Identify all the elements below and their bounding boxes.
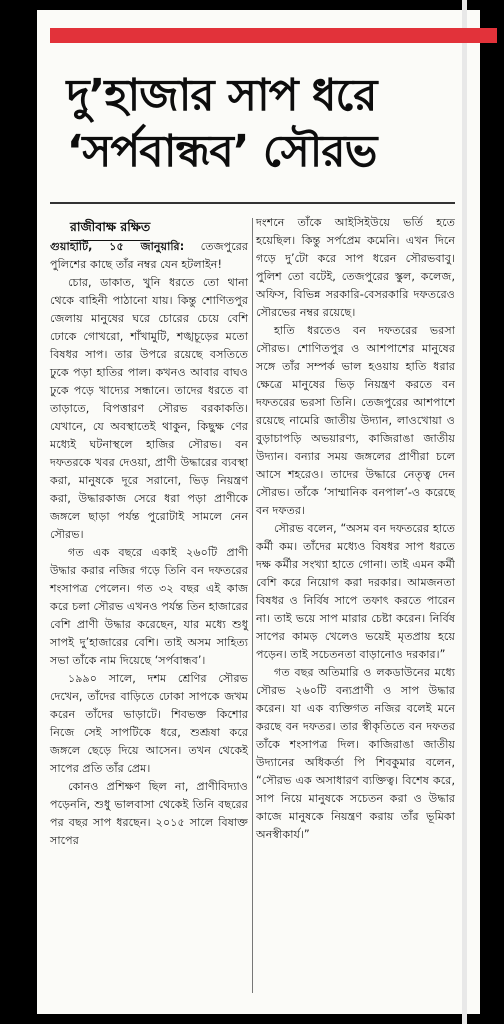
paragraph-text: তেজপুরের পুলিশের কাছে তাঁর নম্বর যেন হটলাইন! — [50, 240, 248, 271]
dateline: গুয়াহাটি, ১৫ জানুয়ারি: — [50, 240, 185, 253]
right-column — [256, 214, 455, 844]
headline-rule — [50, 202, 455, 204]
paragraph — [50, 238, 248, 274]
paragraph: চোর, ডাকাত, খুনি ধরতে তো থানা থেকে বাহিনী পাঠানো যায়। কিন্তু শোণিতপুর জেলায় মানুষের ঘরে চোরের চেয়ে বেশি ঢোকে গোখরো, শাঁখামুটি, শঙ্খচূড়ের মতো বিষধর সাপ। তার উপরে রয়েছে বসতিতে ঢুকে পড়া হাতির পাল। কখনও আবার বাঘও ঢুকে পড়ে খাদ্যের সন্ধানে। তাদের ধরতে বা তাড়াতে, বিপত্তারণ সৌরভ বরকাকতি। যেখানে, যে অবস্থাতেই থাকুন, কিছুক্ষ ণের মধ্যেই ঘটনাস্থলে হাজির সৌরভ। বন দফতরকে খবর দেওয়া, প্রাণী উদ্ধারের ব্যবস্থা করা, মানুষকে দূরে সরানো, ভিড় নিয়ন্ত্রণ করা, উদ্ধারকাজ সেরে ধরা পড়া প্রাণীকে জঙ্গলে ছাড়া পর্যন্ত পুরোটাই সামলে নেন সৌরভ। — [50, 276, 248, 541]
paragraph: ১৯৯০ সালে, দশম শ্রেণির সৌরভ দেখেন, তাঁদের বাড়িতে ঢোকা সাপকে জখম করেন তাঁদের ভাড়াটে। শিবভক্ত কিশোর নিজে সেই সাপটিকে ধরে, শুশ্রূষা করে জঙ্গলে ছেড়ে দিয়ে আসেন। তখন থেকেই সাপের প্রতি তাঁর প্রেম। — [50, 672, 248, 775]
paragraph: কোনও প্রশিক্ষণ ছিল না, প্রাণীবিদ্যাও পড়েননি, শুধু ভালবাসা থেকেই তিনি বছরের পর বছর সাপ ধরছেন। ২০১৫ সালে বিষাক্ত সাপের — [50, 780, 248, 847]
headline-line-2: ‘সর্পবান্ধব’ সৌরভ — [66, 126, 377, 177]
paragraph: হাতি ধরতেও বন দফতরের ভরসা সৌরভ। শোণিতপুর ও আশপাশের মানুষের সঙ্গে তাঁর সম্পর্ক ভাল হওয়ায় হাতি ধরার ক্ষেত্রে মানুষের ভিড় নিয়ন্ত্রণ করতে বন দফতরের ভরসা তিনি। তেজপুরের আশপাশে রয়েছে নামেরি জাতীয় উদ্যান, লাওখোয়া ও বুড়াচাপড়ি অভয়ারণ্য, কাজিরাঙা জাতীয় উদ্যান। বন্যার সময় জঙ্গলের প্রাণীরা চলে আসে শহরেও। তাদের উদ্ধারে নেতৃত্ব দেন সৌরভ। তাঁকে ‘সাম্মানিক বনপাল’-ও করেছে বন দফতর। — [256, 324, 455, 517]
paragraph: গত বছর অতিমারি ও লকডাউনের মধ্যে সৌরভ ২৬০টি বন্যপ্রাণী ও সাপ উদ্ধার করেন। যা এক ব্যক্তিগত নজির বলেই মনে করছে বন দফতর। তার স্বীকৃতিতে বন দফতর তাঁকে শংসাপত্র দিল। কাজিরাঙা জাতীয় উদ্যানের অধিকর্তা পি শিবকুমার বলেন, “সৌরভ এক অসাধারণ ব্যক্তিত্ব। বিশেষ করে, সাপ নিয়ে মানুষকে সচেতন করা ও উদ্ধার কাজে মানুষকে নিয়ন্ত্রণ করায় তাঁর ভূমিকা অনস্বীকার্য।” — [256, 666, 455, 841]
column-divider — [252, 218, 253, 993]
paragraph: সৌরভ বলেন, “অসম বন দফতরের হাতে কর্মী কম। তাঁদের মধ্যেও বিষধর সাপ ধরতে দক্ষ কর্মীর সংখ্যা হাতে গোনা। তাই এমন কর্মী বেশি করে নিয়োগ করা দরকার। আমজনতা বিষধর ও নির্বিষ সাপে তফাৎ করতে পারেন না। তাই ভয়ে সাপ মারার চেষ্টা করেন। নির্বিষ সাপের কামড় খেলেও ভয়েই মৃতপ্রায় হয়ে পড়েন। তাই সচেতনতা বাড়ানোও দরকার।” — [256, 522, 455, 661]
headline-line-1: দু’হাজার সাপ ধরে — [66, 70, 377, 121]
red-header-bar — [50, 28, 497, 43]
byline: রাজীবাক্ষ রক্ষিত — [70, 219, 150, 241]
left-column — [50, 238, 248, 850]
paragraph: দংশনে তাঁকে আইসিইউয়ে ভর্তি হতে হয়েছিল। কিন্তু সর্পপ্রেম কমেনি। এখন দিনে গড়ে দু’টো করে সাপ ধরেন সৌরভবাবু। পুলিশ তো বটেই, তেজপুরের স্কুল, কলেজ, অফিস, বিভিন্ন সরকারি-বেসরকারি দফতরেও সৌরভের নম্বর রয়েছে। — [256, 216, 455, 319]
paragraph: গত এক বছরে একাই ২৬০টি প্রাণী উদ্ধার করার নজির গড়ে তিনি বন দফতরের শংসাপত্র পেলেন। গত ৩২ বছর এই কাজ করে চলা সৌরভ এখনও পর্যন্ত তিন হাজারের বেশি প্রাণী উদ্ধার করেছেন, যার মধ্যে শুধু সাপই দু’হাজারের বেশি। তাই অসম সাহিত্য সভা তাঁকে নাম দিয়েছে ‘সর্পবান্ধব’। — [50, 546, 248, 667]
